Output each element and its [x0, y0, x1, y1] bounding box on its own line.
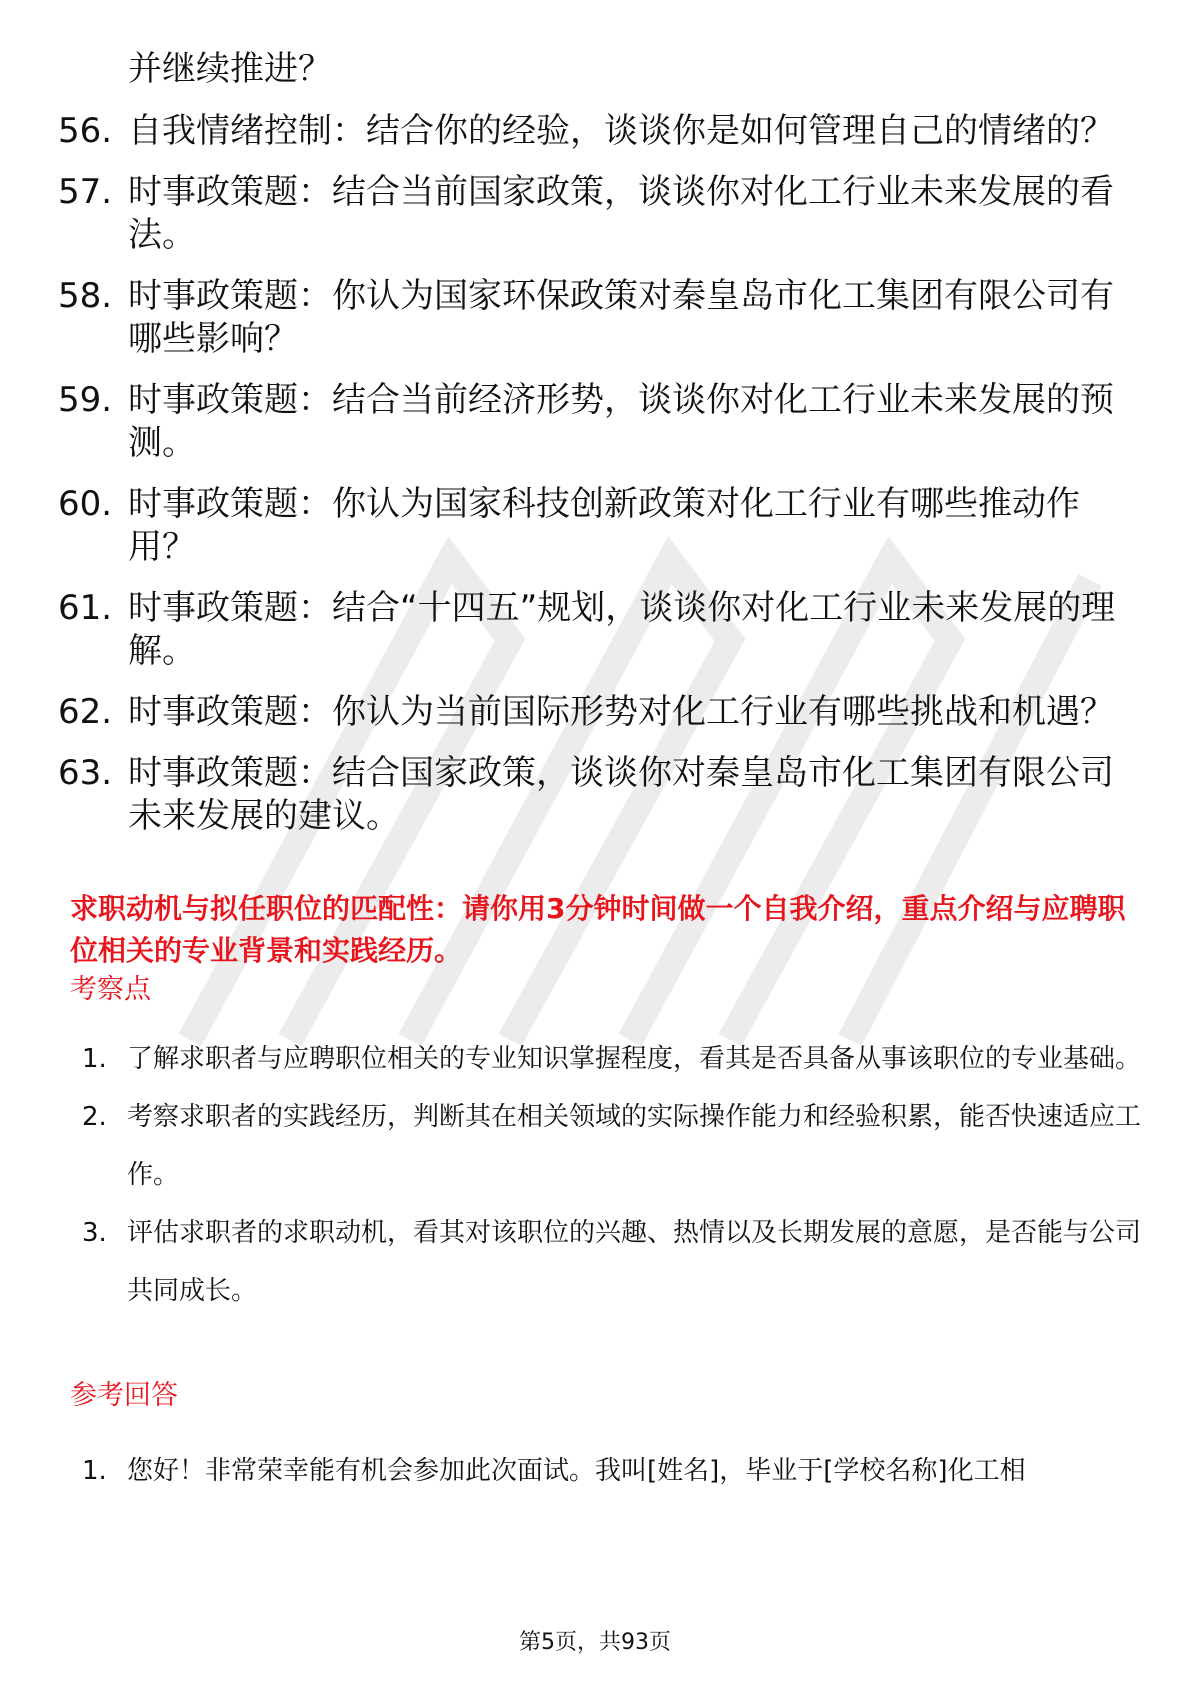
question-item: [58, 379, 1138, 465]
question-number: 57.: [58, 172, 113, 212]
assessment-points-list: [82, 1030, 1142, 1320]
list-item-text: 考察求职者的实践经历，判断其在相关领域的实际操作能力和经验积累，能否快速适应工作。: [127, 1102, 1142, 1190]
reference-answers-list: [82, 1442, 1142, 1500]
question-number: 58.: [58, 276, 113, 316]
question-number: 62.: [58, 692, 113, 732]
question-number: 56.: [58, 111, 113, 151]
question-number: 59.: [58, 380, 113, 420]
question-item: [58, 171, 1138, 257]
list-item-number: 1.: [82, 1044, 107, 1074]
question-item: [58, 691, 1138, 734]
list-item: [82, 1088, 1142, 1204]
list-item-text: 了解求职者与应聘职位相关的专业知识掌握程度，看其是否具备从事该职位的专业基础。: [127, 1044, 1142, 1074]
question-text: 时事政策题：你认为当前国际形势对化工行业有哪些挑战和机遇？: [128, 692, 1114, 732]
page-footer: 第5页，共93页: [519, 1630, 671, 1655]
question-number: 60.: [58, 484, 113, 524]
question-item: [58, 587, 1138, 673]
list-item-text: 评估求职者的求职动机，看其对该职位的兴趣、热情以及长期发展的意愿，是否能与公司共同成长。: [127, 1218, 1142, 1306]
question-text: 时事政策题：你认为国家科技创新政策对化工行业有哪些推动作用？: [128, 484, 1080, 567]
question-item: [58, 48, 1138, 91]
list-item: [82, 1442, 1142, 1500]
section-heading: 求职动机与拟任职位的匹配性：请你用3分钟时间做一个自我介绍，重点介绍与应聘职位相关的专业背景和实践经历。: [70, 892, 1126, 967]
question-list: [58, 48, 1138, 856]
list-item-number: 2.: [82, 1102, 107, 1132]
list-item-number: 1.: [82, 1456, 107, 1486]
question-text: 自我情绪控制：结合你的经验，谈谈你是如何管理自己的情绪的？: [128, 111, 1114, 151]
question-text: 并继续推进？: [128, 49, 332, 89]
question-text: 时事政策题：你认为国家环保政策对秦皇岛市化工集团有限公司有哪些影响？: [128, 276, 1114, 359]
question-item: [58, 752, 1138, 838]
question-number: 63.: [58, 753, 113, 793]
list-item-text: 您好！非常荣幸能有机会参加此次面试。我叫[姓名]，毕业于[学校名称]化工相: [127, 1456, 1026, 1486]
question-text: 时事政策题：结合国家政策，谈谈你对秦皇岛市化工集团有限公司未来发展的建议。: [128, 753, 1114, 836]
question-text: 时事政策题：结合当前经济形势，谈谈你对化工行业未来发展的预测。: [128, 380, 1114, 463]
reference-label: 参考回答: [70, 1380, 178, 1411]
assessment-label: 考察点: [70, 974, 151, 1005]
list-item-number: 3.: [82, 1218, 107, 1248]
question-number: 61.: [58, 588, 113, 628]
question-item: [58, 110, 1138, 153]
list-item: [82, 1204, 1142, 1320]
question-text: 时事政策题：结合当前国家政策，谈谈你对化工行业未来发展的看法。: [128, 172, 1114, 255]
list-item: [82, 1030, 1142, 1088]
question-item: [58, 483, 1138, 569]
question-text: 时事政策题：结合“十四五”规划，谈谈你对化工行业未来发展的理解。: [128, 588, 1116, 671]
question-item: [58, 275, 1138, 361]
